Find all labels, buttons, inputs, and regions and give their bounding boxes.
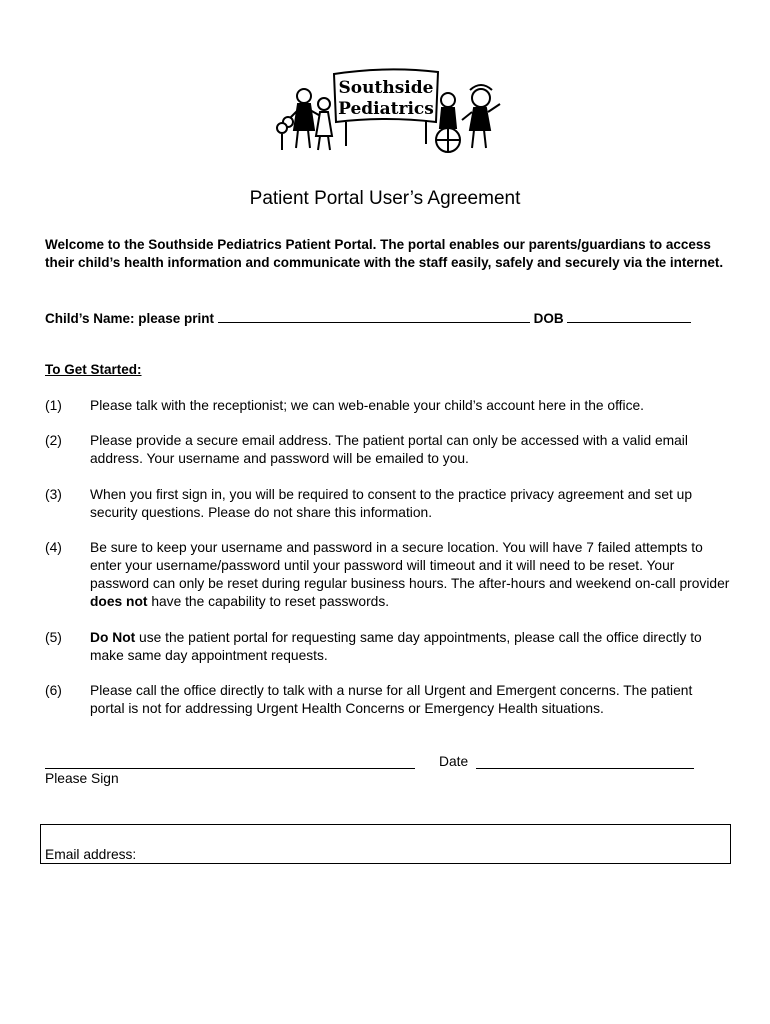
page-title: Patient Portal User’s Agreement: [249, 188, 521, 209]
item-number: (5): [45, 630, 62, 645]
logo-children-left: [277, 89, 332, 150]
email-label: Email address:: [45, 847, 137, 862]
item-number: (4): [45, 540, 62, 555]
section-heading: To Get Started:: [45, 362, 142, 377]
item-number: (1): [45, 398, 62, 413]
southside-pediatrics-logo: [276, 64, 506, 160]
date-label: Date: [439, 754, 469, 769]
signature-label: Please Sign: [45, 771, 119, 786]
intro-paragraph: Welcome to the Southside Pediatrics Patient Portal. The portal enables our parents/guardians to access their child’s health information and communicate with the staff easily, safely and securely via the internet.: [45, 237, 724, 270]
item-text-part: have the capability to reset passwords.: [147, 594, 390, 609]
item-text-part: Be sure to keep your username and password in a secure location. You will have 7 failed attempts to enter your username/password until your password will timeout and it will need to be reset. Your password can only be reset during regular business hours. The after-hours and weekend on-call provider: [90, 540, 730, 591]
child-name-field[interactable]: [218, 310, 530, 323]
logo-sign: [334, 69, 438, 146]
item-text: Please provide a secure email address. The patient portal can only be accessed with a valid email address. Your username and password will be emailed to you.: [90, 433, 688, 466]
child-name-label: Child’s Name: please print: [45, 311, 215, 326]
dob-label: DOB: [533, 311, 564, 326]
email-address-field[interactable]: [40, 824, 731, 864]
item-text: [90, 629, 730, 665]
item-text: When you first sign in, you will be required to consent to the practice privacy agreement and set up security questions. Please do not share this information.: [90, 487, 693, 520]
item-number: (3): [45, 487, 62, 502]
item-text: Please call the office directly to talk with a nurse for all Urgent and Emergent concerns. The patient portal is not for addressing Urgent Health Concerns or Emergency Health situations.: [90, 683, 693, 716]
svg-text:Southside: Southside: [338, 78, 434, 98]
logo-children-right: [436, 85, 500, 152]
svg-text:Pediatrics: Pediatrics: [338, 99, 434, 119]
item-emphasis: Do Not: [90, 630, 136, 645]
child-info-row: [45, 310, 735, 326]
item-text-part: use the patient portal for requesting same day appointments, please call the office directly to make same day appointment requests.: [90, 630, 702, 663]
date-field[interactable]: [476, 768, 694, 769]
item-number: (2): [45, 433, 62, 448]
item-text: Please talk with the receptionist; we can web-enable your child’s account here in the office.: [90, 398, 644, 413]
item-emphasis: does not: [90, 594, 148, 609]
signature-field[interactable]: [45, 768, 415, 769]
item-number: (6): [45, 683, 62, 698]
dob-field[interactable]: [567, 310, 691, 323]
item-text: [90, 539, 730, 611]
